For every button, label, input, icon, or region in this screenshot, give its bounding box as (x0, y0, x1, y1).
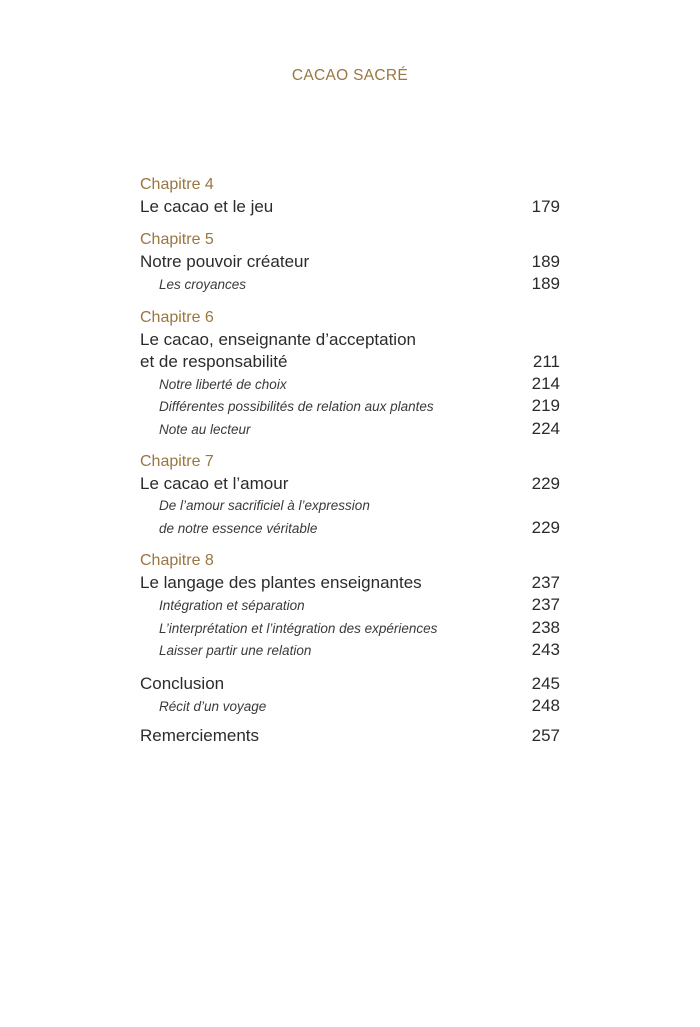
toc-subentry[interactable] (140, 695, 560, 718)
table-of-contents (140, 174, 560, 758)
toc-subentry[interactable] (140, 373, 560, 396)
page-number: 238 (531, 617, 560, 637)
toc-entry[interactable] (140, 251, 560, 273)
page-number: 237 (531, 595, 560, 614)
toc-entry[interactable] (140, 725, 560, 747)
toc-chapter-8 (140, 550, 560, 662)
entry-title: Le cacao et le jeu (140, 197, 274, 216)
toc-entry[interactable] (140, 572, 560, 594)
entry-title: Le langage des plantes enseignantes (140, 573, 422, 592)
toc-entry[interactable] (140, 351, 560, 373)
toc-chapter-5 (140, 229, 560, 296)
subentry-title: Notre liberté de choix (159, 376, 287, 392)
toc-entry[interactable] (140, 196, 560, 218)
chapter-label: Chapitre 5 (140, 231, 214, 248)
toc-entry[interactable] (140, 673, 560, 695)
chapter-label: Chapitre 6 (140, 308, 214, 326)
subentry-title: Différentes possibilités de relation aux plantes (159, 399, 434, 414)
page-number: 243 (531, 640, 560, 659)
running-head: CACAO SACRÉ (291, 67, 409, 84)
entry-title: Notre pouvoir créateur (140, 252, 310, 271)
toc-subentry[interactable] (140, 639, 560, 662)
page-number: 245 (531, 673, 560, 693)
entry-title: Le cacao, enseignante d’acceptation (140, 329, 416, 349)
page-number: 229 (531, 517, 560, 537)
page-number: 237 (531, 573, 560, 592)
subentry-title: Laisser partir une relation (159, 643, 312, 658)
toc-entry[interactable] (140, 473, 560, 495)
entry-title: Remerciements (140, 726, 260, 745)
subentry-title-continued: de notre essence véritable (159, 520, 318, 536)
chapter-label: Chapitre 7 (140, 453, 214, 470)
subentry-title: Intégration et séparation (159, 598, 305, 613)
page-number: 224 (531, 418, 560, 438)
page-number: 179 (531, 197, 560, 216)
toc-subentry-line[interactable] (140, 495, 560, 517)
toc-subentry[interactable] (140, 418, 560, 441)
toc-conclusion (140, 673, 560, 718)
page-number: 229 (531, 474, 560, 493)
chapter-label: Chapitre 4 (140, 176, 214, 193)
entry-title: Le cacao et l’amour (140, 474, 289, 493)
toc-subentry[interactable] (140, 395, 560, 418)
page-number: 189 (531, 274, 560, 293)
page-number: 219 (531, 396, 560, 415)
page-number: 211 (532, 351, 560, 371)
page-number: 214 (531, 373, 560, 393)
toc-remerciements (140, 725, 560, 747)
subentry-title: Note au lecteur (159, 421, 251, 437)
subentry-title: L’interprétation et l’intégration des expériences (159, 620, 438, 636)
page-number: 248 (531, 695, 560, 715)
subentry-title: Récit d’un voyage (159, 698, 267, 714)
toc-subentry[interactable] (140, 617, 560, 640)
toc-chapter-6 (140, 307, 560, 441)
entry-title: Conclusion (140, 673, 225, 693)
toc-subentry[interactable] (140, 594, 560, 617)
toc-chapter-7 (140, 451, 560, 539)
toc-entry-line[interactable] (140, 329, 560, 351)
toc-subentry[interactable] (140, 273, 560, 296)
page-number: 257 (531, 726, 560, 745)
entry-title-continued: et de responsabilité (140, 351, 288, 371)
toc-chapter-4 (140, 174, 560, 218)
subentry-title: De l’amour sacrificiel à l’expression (159, 498, 370, 513)
chapter-label: Chapitre 8 (140, 552, 214, 569)
toc-subentry[interactable] (140, 517, 560, 540)
page-number: 189 (531, 252, 560, 271)
subentry-title: Les croyances (159, 277, 247, 292)
